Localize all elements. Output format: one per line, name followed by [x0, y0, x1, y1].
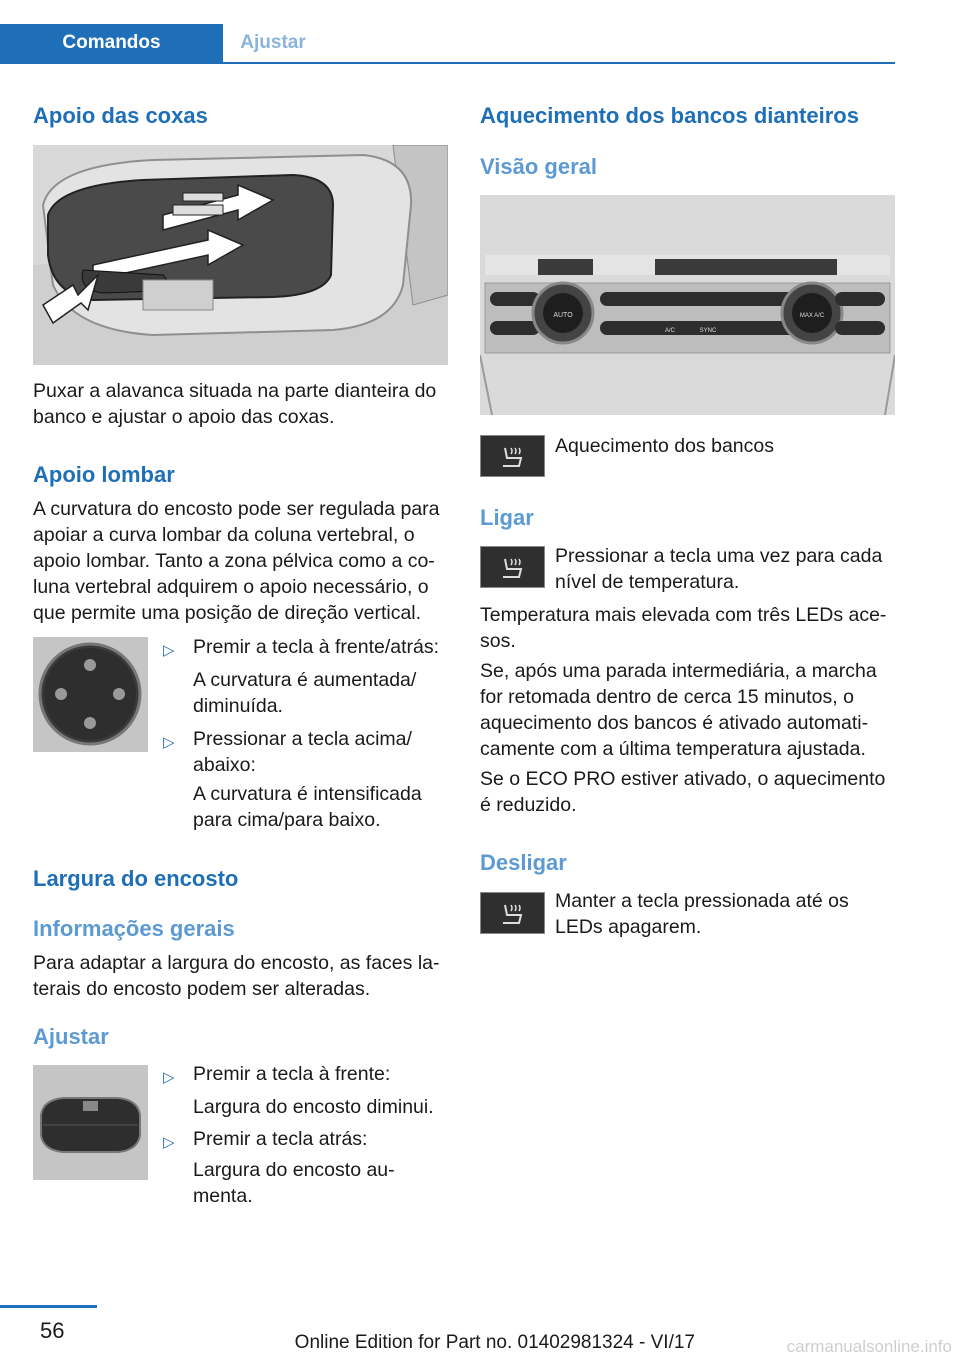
ligar-line-7: Se o ECO PRO estiver ativado, o aquecimento: [480, 768, 886, 790]
apoio-lombar-line-1: A curvatura do encosto pode ser regulada para: [33, 498, 440, 520]
ligar-icon-text-2: nível de temperatura.: [555, 571, 740, 593]
lumbar-button-icon: [33, 637, 148, 752]
lombar-bullet-1-sub-1: A curvatura é aumentada/: [193, 669, 417, 691]
seat-heating-icon: [480, 546, 545, 588]
apoio-coxas-text-1: Puxar a alavanca situada na parte dianteira do: [33, 380, 437, 402]
bullet-triangle-icon: ▷: [163, 1069, 175, 1086]
ligar-line-8: é reduzido.: [480, 794, 577, 816]
ligar-line-6: camente com a última temperatura ajustada.: [480, 738, 866, 760]
ligar-icon-text-1: Pressionar a tecla uma vez para cada: [555, 545, 883, 567]
apoio-lombar-line-2: apoiar a curva lombar da coluna vertebral, o: [33, 524, 415, 546]
desligar-icon-text-2: LEDs apagarem.: [555, 916, 702, 938]
largura-bullet-2-label: Premir a tecla atrás:: [193, 1128, 368, 1150]
apoio-lombar-line-3: apoio lombar. Tanto a zona pélvica como a co-: [33, 550, 435, 572]
climate-panel-image: [480, 195, 895, 415]
apoio-coxas-text-2: banco e ajustar o apoio das coxas.: [33, 406, 335, 428]
heading-apoio-coxas: Apoio das coxas: [33, 103, 208, 128]
backrest-width-button-icon: [33, 1065, 148, 1180]
panel-auto-label: AUTO: [553, 312, 573, 319]
panel-ac-label: A/C: [664, 328, 676, 334]
heading-ajustar: Ajustar: [33, 1024, 109, 1049]
heading-largura-encosto: Largura do encosto: [33, 866, 239, 891]
panel-maxac-label: MAX A/C: [799, 313, 825, 319]
ligar-line-3: Se, após uma parada intermediária, a marcha: [480, 660, 877, 682]
lombar-bullet-2-sub-1: A curvatura é intensificada: [193, 783, 422, 805]
largura-text-1: Para adaptar a largura do encosto, as faces la-: [33, 952, 440, 974]
lombar-bullet-2-label-2: abaixo:: [193, 754, 256, 776]
lombar-bullet-2-label-1: Pressionar a tecla acima/: [193, 728, 412, 750]
thigh-support-image: [33, 145, 448, 365]
tab-comandos[interactable]: Comandos: [0, 24, 223, 62]
lombar-bullet-1-label: Premir a tecla à frente/atrás:: [193, 636, 440, 658]
seat-heating-icon: [480, 435, 545, 477]
largura-bullet-2-sub-2: menta.: [193, 1185, 253, 1207]
heading-desligar: Desligar: [480, 850, 567, 875]
largura-bullet-1-sub: Largura do encosto diminui.: [193, 1096, 434, 1118]
watermark: carmanualsonline.info: [786, 1337, 952, 1356]
bullet-triangle-icon: ▷: [163, 734, 175, 751]
page-number: 56: [40, 1318, 65, 1343]
largura-bullet-2-sub-1: Largura do encosto au-: [193, 1159, 395, 1181]
largura-text-2: terais do encosto podem ser alteradas.: [33, 978, 371, 1000]
heading-apoio-lombar: Apoio lombar: [33, 462, 175, 487]
heading-informacoes-gerais: Informações gerais: [33, 916, 235, 941]
footer-edition: Online Edition for Part no. 01402981324 - VI/17: [294, 1332, 695, 1353]
tab-ajustar[interactable]: Ajustar: [240, 32, 306, 53]
desligar-icon-text-1: Manter a tecla pressionada até os: [555, 890, 849, 912]
bullet-triangle-icon: ▷: [163, 1134, 175, 1151]
panel-sync-label: SYNC: [699, 328, 717, 334]
ligar-line-5: aquecimento dos bancos é ativado automati-: [480, 712, 869, 734]
lombar-bullet-2-sub-2: para cima/para baixo.: [193, 809, 381, 831]
ligar-line-2: sos.: [480, 630, 516, 652]
bullet-triangle-icon: ▷: [163, 642, 175, 659]
heading-ligar: Ligar: [480, 505, 534, 530]
seat-heating-icon: [480, 892, 545, 934]
ligar-line-1: Temperatura mais elevada com três LEDs ace-: [480, 604, 887, 626]
apoio-lombar-line-5: que permite uma posição de direção vertical.: [33, 602, 422, 624]
heading-visao-geral: Visão geral: [480, 154, 597, 179]
footer-rule: [0, 1305, 97, 1308]
header-tabbar: [0, 24, 895, 64]
largura-bullet-1-label: Premir a tecla à frente:: [193, 1063, 391, 1085]
heading-aquecimento: Aquecimento dos bancos dianteiros: [480, 103, 859, 128]
lombar-bullet-1-sub-2: diminuída.: [193, 695, 283, 717]
seat-heating-caption: Aquecimento dos bancos: [555, 435, 774, 457]
ligar-line-4: for retomada dentro de cerca 15 minutos, o: [480, 686, 854, 708]
apoio-lombar-line-4: luna vertebral adquirem o apoio necessário, o: [33, 576, 429, 598]
